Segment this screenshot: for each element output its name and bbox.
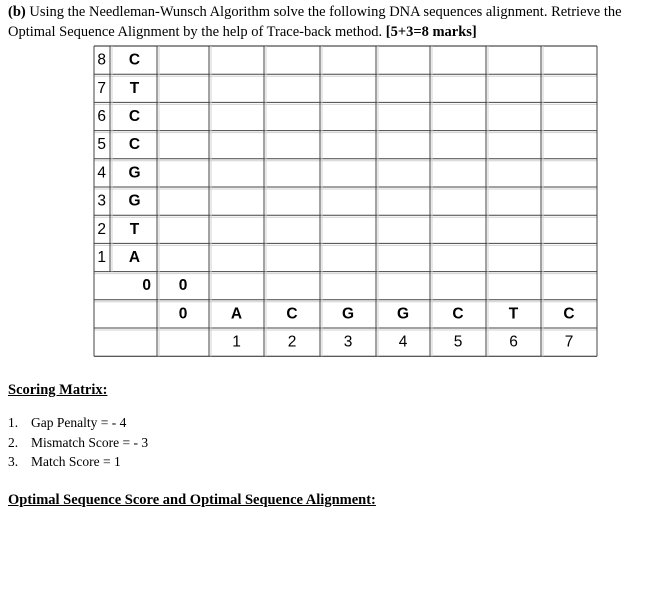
scoring-list — [8, 413, 148, 472]
column-base-label: A — [230, 305, 243, 323]
question-body: Using the Needleman-Wunsch Algorithm solve the following DNA sequences alignment. Retrieve the Optimal Sequence Alignment by the help of Trace-back method. — [8, 4, 622, 40]
column-base-label: C — [286, 305, 298, 323]
question-part-label: (b) — [8, 4, 26, 20]
answer-title: Optimal Sequence Score and Optimal Sequence Alignment: — [8, 492, 376, 508]
row-index-label: 5 — [97, 136, 106, 154]
column-index-label: 7 — [564, 333, 574, 351]
row-index-label: 3 — [97, 192, 106, 210]
column-index-label: 1 — [232, 333, 241, 351]
column-base-label: G — [341, 305, 355, 323]
column-base-label: C — [563, 305, 575, 323]
question-marks: [5+3=8 marks] — [385, 24, 477, 40]
column-index-label: 5 — [453, 333, 463, 351]
row-index-label: 8 — [97, 51, 106, 69]
row-base-label: C — [128, 108, 141, 125]
column-base-label: T — [508, 305, 519, 323]
row-base-label: T — [129, 220, 140, 238]
row-base-label: G — [128, 192, 141, 210]
row-base-label: C — [128, 51, 141, 69]
column-index-label: 4 — [398, 333, 408, 351]
origin-zero-label: 0 — [178, 277, 188, 295]
origin-zero-label: 0 — [142, 277, 151, 295]
column-index-label: 3 — [343, 333, 353, 351]
row-base-label: A — [128, 249, 141, 266]
scoring-item: 3. Match Score = 1 — [8, 454, 121, 469]
column-index-label: 2 — [287, 333, 297, 351]
scoring-item: 2. Mismatch Score = - 3 — [8, 434, 149, 450]
column-base-label: G — [396, 305, 410, 323]
row-index-label: 7 — [97, 79, 106, 97]
row-index-label: 2 — [97, 220, 106, 238]
row-index-label: 4 — [97, 164, 106, 182]
column-base-label: C — [452, 305, 464, 323]
column-zero-label: 0 — [178, 305, 188, 323]
row-base-label: G — [128, 164, 141, 182]
row-index-label: 6 — [97, 108, 106, 125]
column-index-label: 6 — [509, 333, 518, 351]
scoring-matrix-title: Scoring Matrix: — [8, 382, 108, 398]
row-base-label: C — [128, 136, 141, 154]
scoring-item: 1. Gap Penalty = - 4 — [8, 415, 127, 430]
row-index-label: 1 — [97, 249, 106, 266]
row-base-label: T — [129, 79, 140, 97]
